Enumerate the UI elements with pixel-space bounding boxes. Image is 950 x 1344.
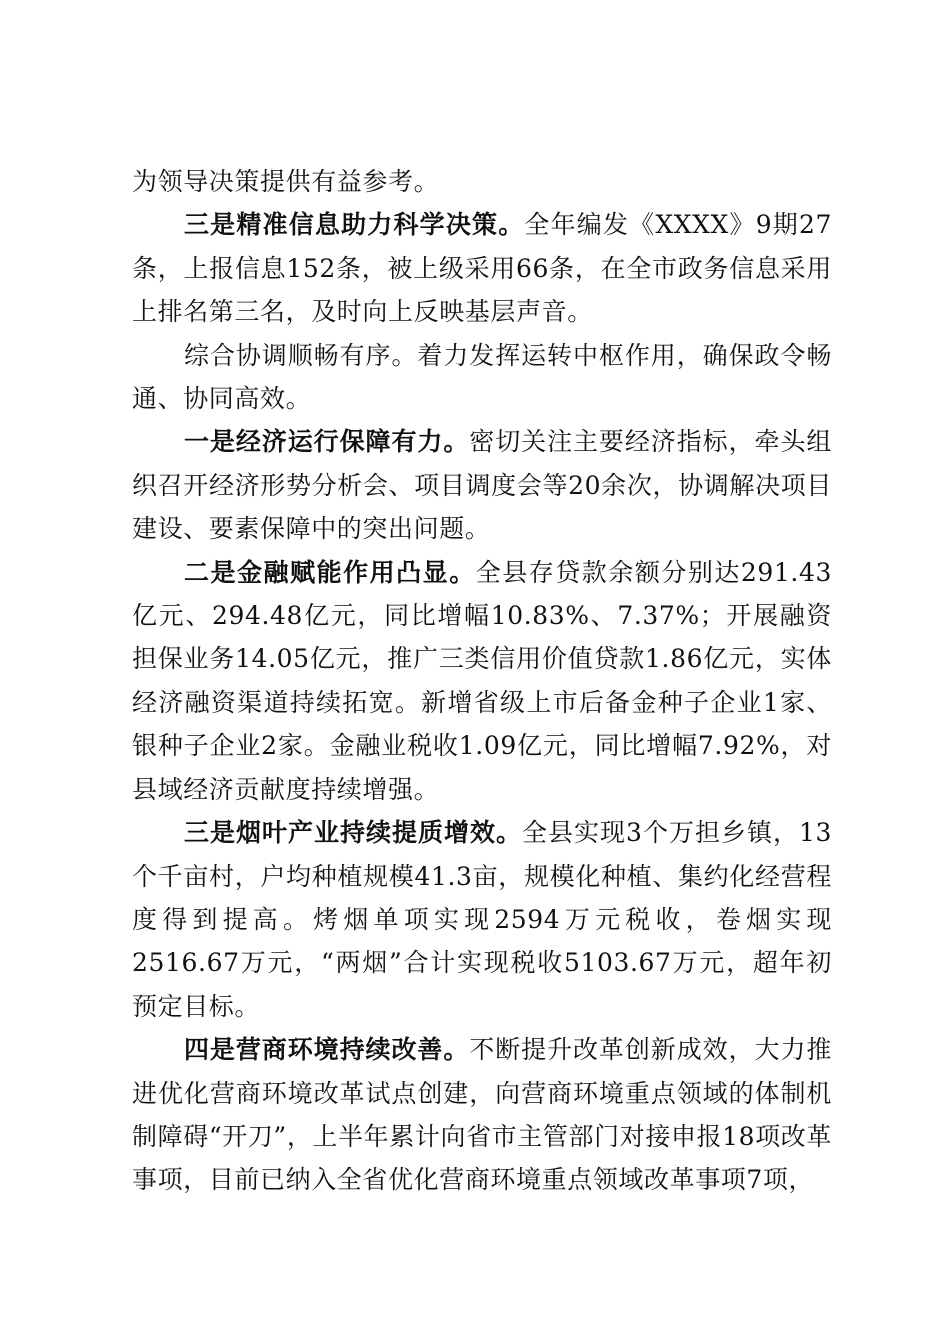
paragraph-4-text: 密切关注主要经济指标，牵头组织召开经济形势分析会、项目调度会等20余次，协调解决项目建设、要素保障中的突出问题。 — [132, 427, 832, 544]
paragraph-3 — [132, 334, 832, 421]
paragraph-4-lead: 一是经济运行保障有力。 — [184, 427, 470, 457]
paragraph-6-lead: 三是烟叶产业持续提质增效。 — [184, 818, 523, 848]
paragraph-3-text: 综合协调顺畅有序。着力发挥运转中枢作用，确保政令畅通、协同高效。 — [132, 340, 832, 414]
paragraph-4 — [132, 420, 832, 550]
paragraph-7-text: 不断提升改革创新成效，大力推进优化营商环境改革试点创建，向营商环境重点领域的体制机制障碍“开刀”，上半年累计向省市主管部门对接申报18项改革事项，目前已纳入全省优化营商环境重点领域改革事项7项， — [132, 1035, 832, 1195]
document-page — [132, 160, 832, 1202]
paragraph-5-text: 全县存贷款余额分别达291.43亿元、294.48亿元，同比增幅10.83%、7.37%；开展融资担保业务14.05亿元，推广三类信用价值贷款1.86亿元，实体经济融资渠道持续拓宽。新增省级上市后备金种子企业1家、银种子企业2家。金融业税收1.09亿元，同比增幅7.92%，对县域经济贡献度持续增强。 — [132, 557, 832, 804]
paragraph-1 — [132, 160, 832, 203]
paragraph-7 — [132, 1028, 832, 1202]
paragraph-2 — [132, 203, 832, 333]
paragraph-5 — [132, 551, 832, 811]
paragraph-6 — [132, 811, 832, 1028]
paragraph-7-lead: 四是营商环境持续改善。 — [184, 1035, 470, 1065]
paragraph-2-lead: 三是精准信息助力科学决策。 — [184, 210, 525, 240]
paragraph-5-lead: 二是金融赋能作用凸显。 — [184, 557, 476, 587]
paragraph-6-text: 全县实现3个万担乡镇，13个千亩村，户均种植规模41.3亩，规模化种植、集约化经营程度得到提高。烤烟单项实现2594万元税收，卷烟实现2516.67万元，“两烟”合计实现税收5103.67万元，超年初预定目标。 — [132, 818, 832, 1021]
paragraph-1-text: 为领导决策提供有益参考。 — [132, 167, 440, 196]
paragraph-2-text: 全年编发《XXXX》9期27条，上报信息152条，被上级采用66条，在全市政务信息采用上排名第三名，及时向上反映基层声音。 — [132, 210, 832, 327]
